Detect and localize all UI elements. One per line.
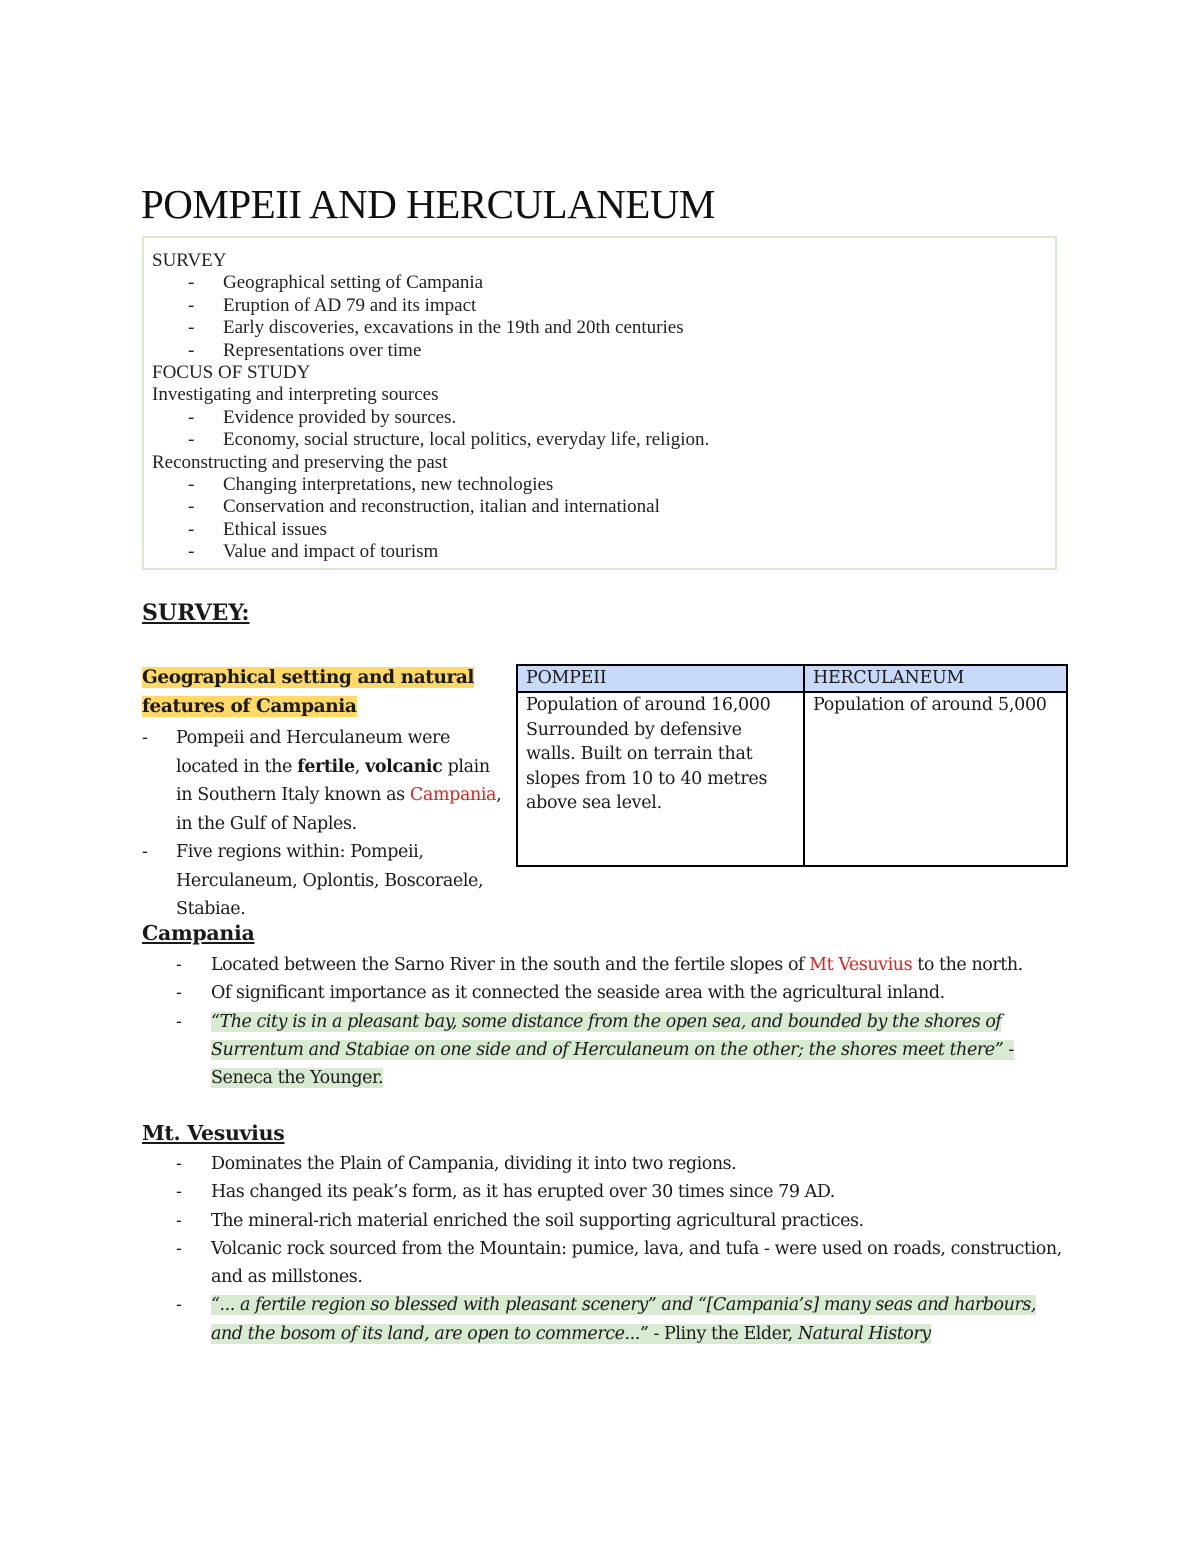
syllabus-item: - Economy, social structure, local politics, everyday life, religion. bbox=[152, 429, 1055, 451]
list-item bbox=[176, 1178, 1066, 1206]
red-text: Mt Vesuvius bbox=[809, 955, 913, 975]
geo-list bbox=[142, 724, 502, 924]
survey-label: SURVEY bbox=[152, 250, 227, 271]
text-run: Located between the Sarno River in the south and the fertile slopes of bbox=[211, 955, 810, 975]
syllabus-item: - Changing interpretations, new technologies bbox=[152, 474, 1055, 496]
syllabus-item: - Value and impact of tourism bbox=[152, 541, 1055, 563]
geo-heading-line1: Geographical setting and natural bbox=[142, 667, 475, 688]
list-item bbox=[176, 1207, 1066, 1235]
list-item bbox=[176, 1008, 1066, 1093]
pliny-quote: “... a fertile region so blessed with pleasant scenery” and “[Campania’s] many seas and harbours, and the bosom of its land, are open to commerce...” bbox=[211, 1295, 1036, 1344]
pompeii-cell: Population of around 16,000 Surrounded by defensive walls. Built on terrain that slopes from 10 to 40 metres above sea level. bbox=[517, 692, 804, 866]
bullet-dash: - bbox=[176, 1011, 182, 1032]
vesuvius-list bbox=[176, 1150, 1066, 1348]
investigating-label: Investigating and interpreting sources bbox=[152, 384, 439, 406]
list-item bbox=[176, 1291, 1066, 1348]
syllabus-item: - Conservation and reconstruction, italian and international bbox=[152, 496, 1055, 518]
text-run: The mineral-rich material enriched the soil supporting agricultural practices. bbox=[211, 1210, 864, 1231]
work-title: Natural History bbox=[797, 1323, 931, 1344]
syllabus-item: - Representations over time bbox=[152, 340, 1055, 362]
table-header-pompeii: POMPEII bbox=[517, 665, 804, 692]
survey-heading: SURVEY: bbox=[142, 600, 250, 626]
text-run: , in the Gulf of Naples. bbox=[176, 785, 502, 834]
list-item bbox=[142, 724, 502, 838]
text-run: Has changed its peak’s form, as it has erupted over 30 times since 79 AD. bbox=[211, 1182, 835, 1203]
syllabus-item: - Early discoveries, excavations in the 19th and 20th centuries bbox=[152, 317, 1055, 339]
herculaneum-cell: Population of around 5,000 bbox=[804, 692, 1067, 866]
text-run: Dominates the Plain of Campania, dividing it into two regions. bbox=[211, 1154, 737, 1174]
bullet-dash: - bbox=[176, 1154, 182, 1174]
table-row bbox=[517, 692, 1067, 866]
bullet-dash: - bbox=[176, 1295, 182, 1316]
syllabus-item: - Ethical issues bbox=[152, 519, 1055, 541]
focus-label: FOCUS OF STUDY bbox=[152, 361, 311, 383]
syllabus-item: - Geographical setting of Campania bbox=[152, 272, 1055, 294]
list-item bbox=[176, 951, 1066, 979]
bullet-dash: - bbox=[142, 842, 148, 862]
campania-heading: Campania bbox=[142, 921, 255, 945]
list-item bbox=[176, 979, 1066, 1007]
campania-list bbox=[176, 951, 1066, 1092]
geo-heading-line2: features of Campania bbox=[142, 696, 357, 717]
bullet-dash: - bbox=[176, 1210, 182, 1231]
table-header-herculaneum: HERCULANEUM bbox=[804, 665, 1067, 692]
population-table bbox=[516, 664, 1068, 867]
quote-attribution: - Pliny the Elder, bbox=[648, 1323, 798, 1344]
bullet-dash: - bbox=[142, 728, 148, 748]
text-run: Volcanic rock sourced from the Mountain: pumice, lava, and tufa - were used on roads, construction, and as millstones. bbox=[211, 1238, 1062, 1288]
bullet-dash: - bbox=[176, 955, 182, 975]
syllabus-item: - Evidence provided by sources. bbox=[152, 407, 1055, 429]
bullet-dash: - bbox=[176, 983, 182, 1004]
text-run: Of significant importance as it connected the seaside area with the agricultural inland. bbox=[211, 983, 945, 1004]
bold-text: volcanic bbox=[365, 756, 443, 777]
vesuvius-heading: Mt. Vesuvius bbox=[142, 1121, 285, 1145]
quote-highlight bbox=[211, 1012, 1014, 1089]
red-text: Campania bbox=[409, 785, 497, 805]
list-item bbox=[142, 838, 502, 924]
text-run: to the north. bbox=[912, 955, 1023, 975]
quote-highlight bbox=[211, 1295, 1036, 1343]
seneca-quote: “The city is in a pleasant bay, some distance from the open sea, and bounded by the shores of Surrentum and Stabiae on one side and of Herculaneum on the other; the shores meet there” bbox=[211, 1011, 1004, 1060]
text-run: Five regions within: Pompeii, Herculaneum, Oplontis, Boscoraele, Stabiae. bbox=[176, 842, 484, 919]
quote-attribution: - Seneca the Younger. bbox=[211, 1039, 1014, 1089]
list-item bbox=[176, 1235, 1066, 1292]
text-run: plain in Southern Italy known as bbox=[176, 756, 490, 805]
table-header-row bbox=[517, 665, 1067, 692]
text-run: Pompeii and Herculaneum were located in the bbox=[176, 728, 450, 777]
text-run: , bbox=[354, 756, 366, 777]
bullet-dash: - bbox=[176, 1238, 182, 1259]
list-item bbox=[176, 1150, 1066, 1178]
geo-heading bbox=[142, 663, 487, 721]
reconstructing-label: Reconstructing and preserving the past bbox=[152, 451, 448, 473]
page-title: POMPEII AND HERCULANEUM bbox=[141, 181, 715, 227]
syllabus-box bbox=[142, 236, 1057, 570]
bold-text: fertile bbox=[297, 756, 355, 777]
syllabus-item: - Eruption of AD 79 and its impact bbox=[152, 295, 1055, 317]
bullet-dash: - bbox=[176, 1182, 182, 1203]
